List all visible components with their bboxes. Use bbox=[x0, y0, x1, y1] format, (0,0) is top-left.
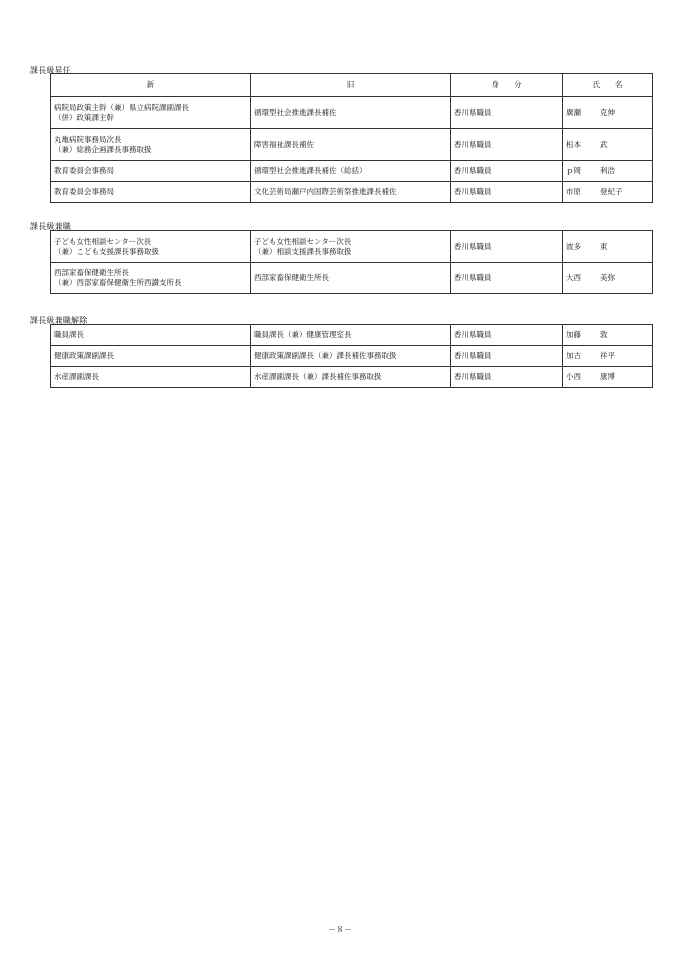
person-name: 市原 登紀子 bbox=[563, 182, 653, 203]
status-cell: 香川県職員 bbox=[451, 263, 563, 294]
status-cell: 香川県職員 bbox=[451, 97, 563, 129]
status-cell: 香川県職員 bbox=[451, 367, 563, 388]
old-position: 文化芸術局瀬戸内国際芸術祭推進課長補佐 bbox=[251, 182, 451, 203]
table-row bbox=[51, 367, 653, 388]
new-position: 職員課長 bbox=[51, 325, 251, 346]
person-name: 大西 美弥 bbox=[563, 263, 653, 294]
old-position: 職員課長（兼）健康管理室長 bbox=[251, 325, 451, 346]
old-position: 子ども女性相談センター次長 （兼）相談支援課長事務取扱 bbox=[251, 231, 451, 263]
person-name: 廣瀬 克伸 bbox=[563, 97, 653, 129]
person-name: 小西 康博 bbox=[563, 367, 653, 388]
new-position: 教育委員会事務局 bbox=[51, 161, 251, 182]
section-title-promotion: 課長級昇任 bbox=[30, 66, 71, 75]
section-title-release: 課長級兼職解除 bbox=[30, 316, 88, 325]
status-cell: 香川県職員 bbox=[451, 231, 563, 263]
header-old: 旧 bbox=[251, 74, 451, 97]
new-position: 健康政策課副課長 bbox=[51, 346, 251, 367]
promotion-table bbox=[50, 73, 653, 203]
old-position: 循環型社会推進課長補佐 bbox=[251, 97, 451, 129]
person-name: 波多 東 bbox=[563, 231, 653, 263]
table-row bbox=[51, 231, 653, 263]
status-cell: 香川県職員 bbox=[451, 346, 563, 367]
section-title-concurrent: 課長級兼職 bbox=[30, 222, 71, 231]
release-table bbox=[50, 324, 653, 388]
table-row bbox=[51, 182, 653, 203]
concurrent-table bbox=[50, 230, 653, 294]
table-row bbox=[51, 161, 653, 182]
table-header-row bbox=[51, 74, 653, 97]
table-row bbox=[51, 129, 653, 161]
person-name: 加古 祥平 bbox=[563, 346, 653, 367]
person-name: 桓本 武 bbox=[563, 129, 653, 161]
table-row bbox=[51, 325, 653, 346]
old-position: 障害福祉課長補佐 bbox=[251, 129, 451, 161]
person-name: 加藤 敦 bbox=[563, 325, 653, 346]
new-position: 丸亀病院事務局次長 （兼）総務企画課長事務取扱 bbox=[51, 129, 251, 161]
table-row bbox=[51, 263, 653, 294]
new-position: 病院局政策主幹（兼）県立病院課副課長 （併）政策課主幹 bbox=[51, 97, 251, 129]
old-position: 循環型社会推進課長補佐（総括） bbox=[251, 161, 451, 182]
status-cell: 香川県職員 bbox=[451, 129, 563, 161]
old-position: 水産課副課長（兼）課長補佐事務取扱 bbox=[251, 367, 451, 388]
table-row bbox=[51, 346, 653, 367]
page-number: －８－ bbox=[328, 925, 352, 934]
new-position: 子ども女性相談センター次長 （兼）こども支援課長事務取扱 bbox=[51, 231, 251, 263]
new-position: 水産課副課長 bbox=[51, 367, 251, 388]
old-position: 西部家畜保健衛生所長 bbox=[251, 263, 451, 294]
status-cell: 香川県職員 bbox=[451, 182, 563, 203]
new-position: 西部家畜保健衛生所長 （兼）西部家畜保健衛生所西讃支所長 bbox=[51, 263, 251, 294]
status-cell: 香川県職員 bbox=[451, 325, 563, 346]
table-row bbox=[51, 97, 653, 129]
person-name: ｐ岡 利浩 bbox=[563, 161, 653, 182]
new-position: 教育委員会事務局 bbox=[51, 182, 251, 203]
header-name: 氏 名 bbox=[563, 74, 653, 97]
old-position: 健康政策課副課長（兼）課長補佐事務取扱 bbox=[251, 346, 451, 367]
header-status: 身 分 bbox=[451, 74, 563, 97]
status-cell: 香川県職員 bbox=[451, 161, 563, 182]
header-new: 新 bbox=[51, 74, 251, 97]
